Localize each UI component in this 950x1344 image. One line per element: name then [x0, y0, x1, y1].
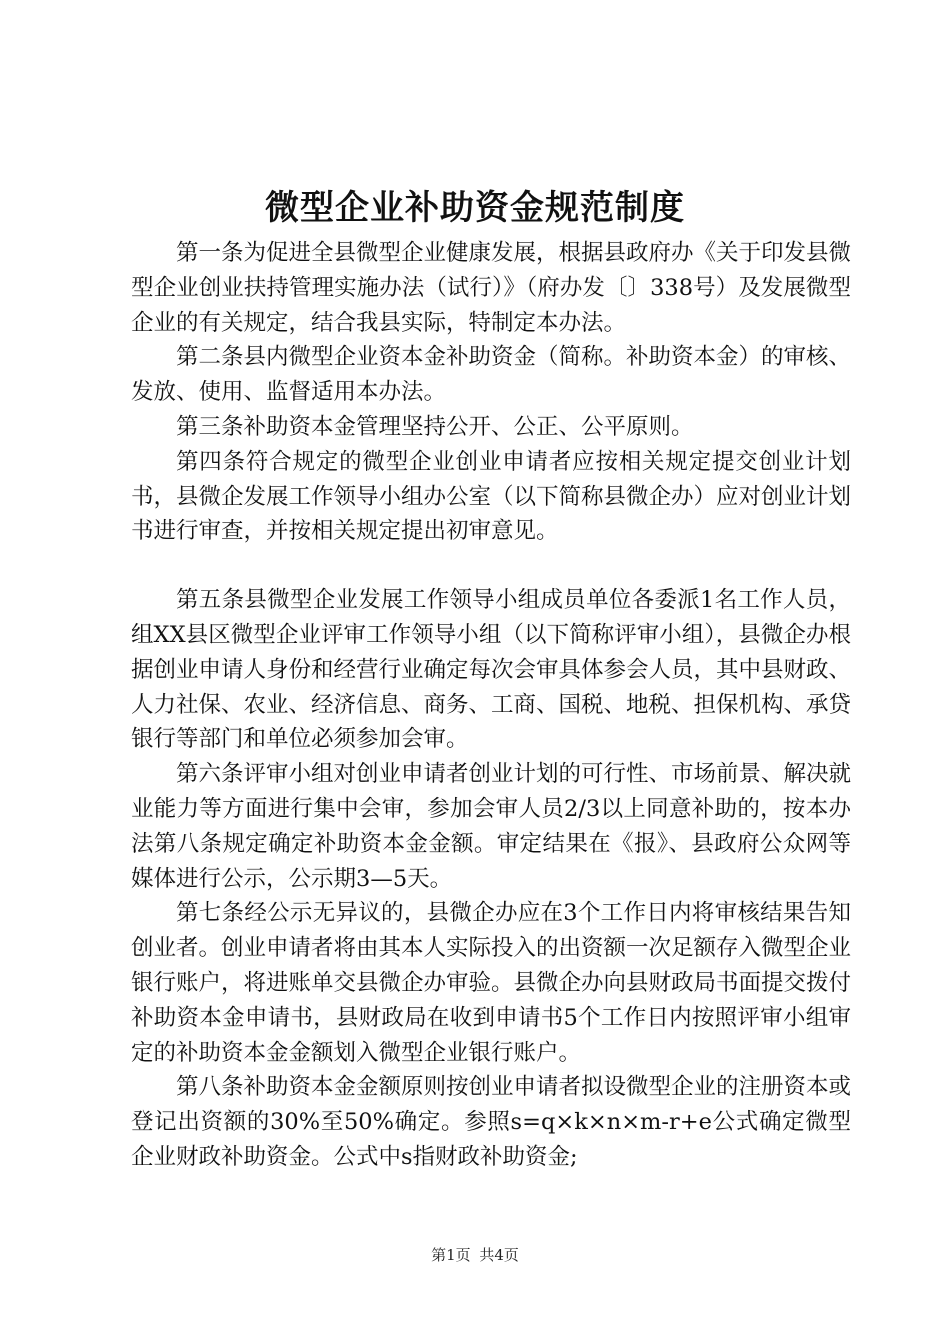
article-4-paragraph: 第四条符合规定的微型企业创业申请者应按相关规定提交创业计划书，县微企发展工作领导小组办公室（以下简称县微企办）应对创业计划书进行审查，并按相关规定提出初审意见。: [131, 448, 852, 545]
page-total: 共4页: [479, 1246, 519, 1264]
article-1-paragraph: 第一条为促进全县微型企业健康发展，根据县政府办《关于印发县微型企业创业扶持管理实施办法（试行）》（府办发〔〕338号）及发展微型企业的有关规定，结合我县实际，特制定本办法。: [131, 240, 852, 336]
article-8-paragraph: 第八条补助资本金金额原则按创业申请者拟设微型企业的注册资本或登记出资额的30%至50%确定。参照s=q×k×n×m-r+e公式确定微型企业财政补助资金。公式中s指财政补助资金;: [131, 1074, 852, 1170]
document-title: 微型企业补助资金规范制度: [265, 188, 685, 228]
page-footer: [0, 1244, 950, 1266]
page-number: 第1页: [431, 1246, 471, 1264]
document-body: [131, 236, 851, 1175]
article-3-paragraph: 第三条补助资本金管理坚持公开、公正、公平原则。: [176, 413, 694, 440]
article-7-paragraph: 第七条经公示无异议的，县微企办应在3个工作日内将审核结果告知创业者。创业申请者将由其本人实际投入的出资额一次足额存入微型企业银行账户，将进账单交县微企办审验。县微企办向县财政局书面提交拨付补助资本金申请书，县财政局在收到申请书5个工作日内按照评审小组审定的补助资本金金额划入微型企业银行账户。: [131, 900, 852, 1066]
article-2-paragraph: 第二条县内微型企业资本金补助资金（简称。补助资本金）的审核、发放、使用、监督适用本办法。: [131, 344, 852, 406]
article-6-paragraph: 第六条评审小组对创业申请者创业计划的可行性、市场前景、解决就业能力等方面进行集中会审，参加会审人员2/3以上同意补助的，按本办法第八条规定确定补助资本金金额。审定结果在《报》、县政府公众网等媒体进行公示，公示期3—5天。: [131, 761, 852, 892]
article-5-paragraph: 第五条县微型企业发展工作领导小组成员单位各委派1名工作人员，组XX县区微型企业评审工作领导小组（以下简称评审小组），县微企办根据创业申请人身份和经营行业确定每次会审具体参会人员，其中县财政、人力社保、农业、经济信息、商务、工商、国税、地税、担保机构、承贷银行等部门和单位必须参加会审。: [131, 587, 852, 753]
